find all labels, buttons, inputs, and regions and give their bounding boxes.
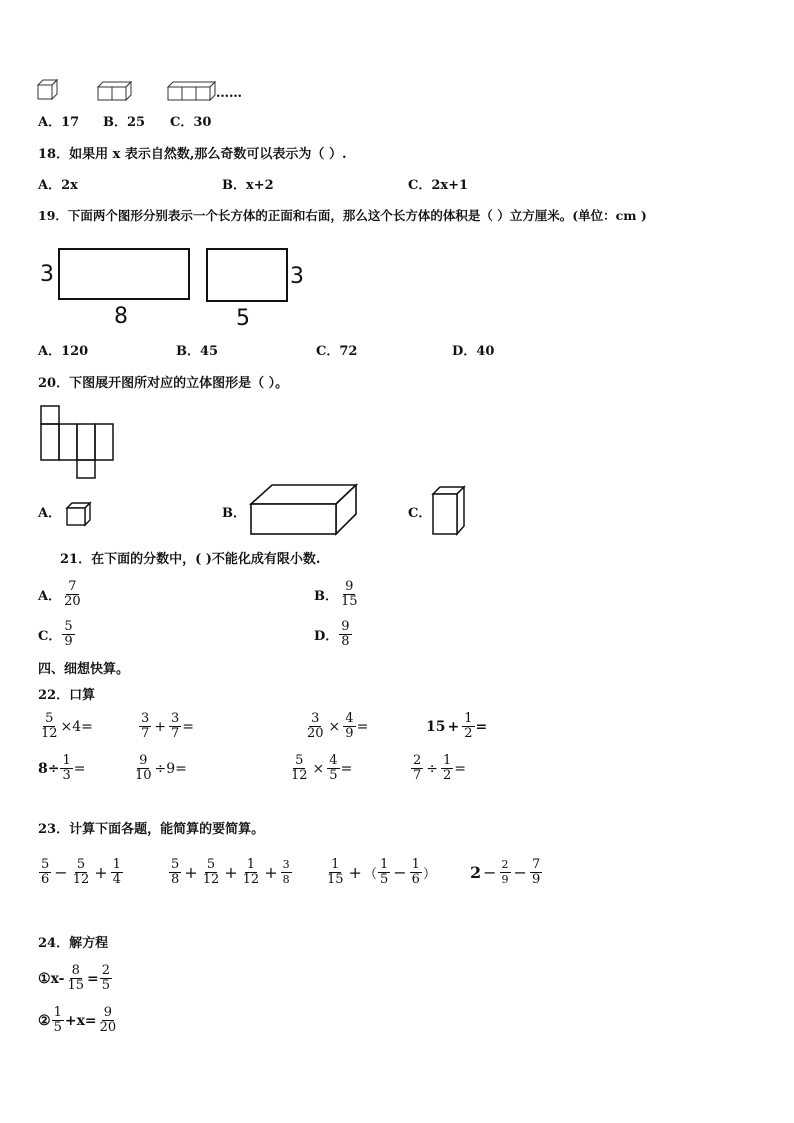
q19-front-rectangle <box>58 248 190 300</box>
numerator: 2 <box>501 858 509 871</box>
q22-stem: 22．口算 <box>38 688 96 703</box>
denominator: 12 <box>291 768 308 783</box>
denominator: 8 <box>171 872 180 887</box>
q24-equation-1 <box>38 964 113 993</box>
q21-option-a-fraction <box>62 580 83 609</box>
numerator: 9 <box>139 753 148 768</box>
numerator: 1 <box>443 753 452 768</box>
numerator: 4 <box>329 753 338 768</box>
operator: + <box>94 863 108 882</box>
q19-side-width-label: 5 <box>236 306 250 331</box>
denominator: 12 <box>242 872 260 887</box>
numerator: 3 <box>141 711 150 726</box>
q21-option-d <box>314 620 353 649</box>
q22-item-1 <box>38 712 93 741</box>
fraction <box>305 712 326 741</box>
fraction <box>98 1006 119 1035</box>
fraction <box>411 754 423 783</box>
expression-tail: ×4= <box>60 718 93 735</box>
q19-stem: 19．下面两个图形分别表示一个长方体的正面和右面，那么这个长方体的体积是（ ）立方厘米。(单位：cm ) <box>38 208 647 223</box>
numerator: 9 <box>103 1005 113 1020</box>
q22-item-7 <box>288 754 352 783</box>
q20-option-c-label: C． <box>408 506 432 521</box>
q19-option-d: D．40 <box>452 344 495 359</box>
numerator: 5 <box>64 619 73 634</box>
operator: + <box>447 718 460 735</box>
numerator: 1 <box>379 857 389 872</box>
q24-stem: 24．解方程 <box>38 936 109 951</box>
fraction <box>71 858 92 887</box>
q21-option-c-fraction <box>62 620 74 649</box>
numerator: 1 <box>411 857 420 872</box>
denominator: 6 <box>411 872 420 887</box>
numerator: 5 <box>206 857 216 872</box>
fraction <box>530 858 542 887</box>
q20-net-figure <box>40 405 120 480</box>
fraction <box>241 858 262 887</box>
q19-side-height-label: 3 <box>290 264 304 289</box>
denominator: 8 <box>341 634 350 649</box>
numerator: 2 <box>101 963 111 978</box>
numerator: 9 <box>341 619 350 634</box>
expression-tail: ÷9= <box>154 760 187 777</box>
numerator: 1 <box>53 1005 62 1020</box>
expression-tail: = <box>73 760 86 777</box>
q21-stem: 21．在下面的分数中，( )不能化成有限小数. <box>60 552 321 567</box>
section-4-title: 四、细想快算。 <box>38 662 130 677</box>
q23-expression-4 <box>470 858 543 887</box>
operator: + <box>264 863 278 882</box>
numerator: 5 <box>76 857 86 872</box>
fraction <box>201 858 222 887</box>
q21-option-a-label: A． <box>38 589 62 604</box>
numerator: 5 <box>171 857 180 872</box>
denominator: 12 <box>72 872 90 887</box>
denominator: 7 <box>171 726 180 741</box>
numerator: 7 <box>531 857 541 872</box>
numerator: 3 <box>282 858 290 871</box>
q21-option-c-label: C． <box>38 629 62 644</box>
denominator: 15 <box>67 978 85 993</box>
numerator: 1 <box>331 857 340 872</box>
q22-item-6 <box>132 754 187 783</box>
q22-item-4 <box>426 712 487 741</box>
numerator: 1 <box>246 857 256 872</box>
denominator: 6 <box>41 872 50 887</box>
denominator: 12 <box>202 872 220 887</box>
operator: + <box>154 718 167 735</box>
expression-tail: = <box>475 718 488 735</box>
denominator: 20 <box>307 726 324 741</box>
denominator: 5 <box>101 978 111 993</box>
fraction <box>281 858 292 887</box>
q21-option-d-fraction <box>339 620 351 649</box>
numerator: 2 <box>413 753 422 768</box>
fraction <box>441 754 453 783</box>
q22-item-8 <box>410 754 466 783</box>
q22-item-3 <box>304 712 368 741</box>
fraction <box>410 858 422 887</box>
denominator: 8 <box>282 873 290 886</box>
operator: − <box>513 863 527 882</box>
sequence-ellipsis: …… <box>216 86 242 101</box>
fraction <box>325 858 346 887</box>
q18-option-a: A．2x <box>38 178 78 193</box>
q21-option-b-label: B． <box>314 589 338 604</box>
q19-option-c: C．72 <box>316 344 358 359</box>
right-paren: ） <box>422 867 436 882</box>
fraction <box>500 858 511 887</box>
numerator: 4 <box>345 711 354 726</box>
fraction <box>65 964 86 993</box>
circled-number-2: ② <box>38 1012 51 1029</box>
operator: + <box>224 863 238 882</box>
denominator: 2 <box>443 768 452 783</box>
operator: × <box>312 760 325 777</box>
expression-tail: = <box>454 760 467 777</box>
fraction <box>327 754 339 783</box>
denominator: 12 <box>41 726 58 741</box>
numerator: 1 <box>112 857 121 872</box>
denominator: 5 <box>53 1020 62 1035</box>
numerator: 1 <box>62 753 71 768</box>
q18-stem: 18．如果用 x 表示自然数,那么奇数可以表示为（ ）. <box>38 147 347 162</box>
option-b: B．25 <box>103 115 146 130</box>
fraction <box>169 712 181 741</box>
denominator: 15 <box>327 872 344 887</box>
fraction <box>289 754 310 783</box>
operator: ÷ <box>426 760 439 777</box>
numerator: 8 <box>71 963 80 978</box>
q21-option-b <box>314 580 361 609</box>
expression-tail: = <box>356 718 369 735</box>
q20-option-c-prism-icon <box>432 486 466 536</box>
circled-number-1: ① <box>38 970 51 987</box>
denominator: 10 <box>135 768 152 783</box>
option-a: A．17 <box>38 115 80 130</box>
fraction <box>100 964 112 993</box>
denominator: 5 <box>379 872 389 887</box>
numerator: 9 <box>345 579 354 594</box>
numerator: 5 <box>41 857 50 872</box>
q21-option-c <box>38 620 76 649</box>
q18-option-b: B．x+2 <box>222 178 274 193</box>
expression-tail: = <box>340 760 353 777</box>
q20-option-a-label: A． <box>38 506 62 521</box>
fraction <box>39 858 51 887</box>
fraction <box>133 754 154 783</box>
q20-option-b-label: B． <box>222 506 246 521</box>
numerator: 3 <box>171 711 180 726</box>
numerator: 3 <box>311 711 320 726</box>
expression-middle: +x= <box>64 1012 97 1029</box>
denominator: 4 <box>112 872 121 887</box>
denominator: 2 <box>464 726 473 741</box>
denominator: 9 <box>531 872 541 887</box>
cube-sequence-figure <box>38 80 238 104</box>
q23-stem: 23．计算下面各题，能简算的要简算。 <box>38 822 265 837</box>
expression-lead: 2 <box>470 863 482 882</box>
expression-lead: x- <box>50 970 65 987</box>
denominator: 20 <box>99 1020 117 1035</box>
q19-side-rectangle <box>206 248 288 302</box>
q24-equation-2 <box>38 1006 119 1035</box>
denominator: 7 <box>413 768 422 783</box>
fraction <box>60 754 72 783</box>
q20-stem: 20．下图展开图所对应的立体图形是（ ）。 <box>38 376 289 391</box>
fraction <box>139 712 151 741</box>
expression-lead: 8÷ <box>38 760 60 777</box>
q20-option-a-cube-icon <box>66 502 92 526</box>
denominator: 9 <box>501 873 509 886</box>
q19-front-height-label: 3 <box>40 262 54 287</box>
left-paren: （ <box>363 867 377 882</box>
denominator: 20 <box>64 594 81 609</box>
denominator: 9 <box>345 726 354 741</box>
fraction <box>111 858 123 887</box>
q19-option-a: A．120 <box>38 344 89 359</box>
q22-item-5 <box>38 754 86 783</box>
operator: − <box>54 863 68 882</box>
numerator: 5 <box>45 711 54 726</box>
numerator: 7 <box>68 579 77 594</box>
denominator: 9 <box>64 634 73 649</box>
q19-option-b: B．45 <box>176 344 219 359</box>
operator: − <box>393 863 407 882</box>
fraction <box>343 712 355 741</box>
expression-lead: 15 <box>426 718 446 735</box>
option-c: C．30 <box>170 115 212 130</box>
fraction <box>39 712 60 741</box>
denominator: 15 <box>341 594 358 609</box>
q19-front-width-label: 8 <box>114 304 128 329</box>
q23-expression-2 <box>168 858 293 887</box>
denominator: 5 <box>329 768 338 783</box>
operator: + <box>184 863 198 882</box>
operator: − <box>483 863 497 882</box>
numerator: 5 <box>295 753 304 768</box>
fraction <box>169 858 181 887</box>
q18-option-c: C．2x+1 <box>408 178 469 193</box>
q23-expression-3 <box>324 858 436 887</box>
fraction <box>52 1006 64 1035</box>
fraction <box>378 858 390 887</box>
q21-option-a <box>38 580 84 609</box>
q21-option-d-label: D． <box>314 629 339 644</box>
q22-item-2 <box>138 712 194 741</box>
denominator: 7 <box>141 726 150 741</box>
equals-sign: = <box>87 970 99 987</box>
numerator: 1 <box>464 711 473 726</box>
operator: × <box>328 718 341 735</box>
q20-option-b-box-icon <box>250 484 358 536</box>
fraction <box>462 712 474 741</box>
operator: + <box>348 863 362 882</box>
q21-option-b-fraction <box>339 580 360 609</box>
denominator: 3 <box>62 768 71 783</box>
q23-expression-1 <box>38 858 124 887</box>
expression-tail: = <box>182 718 195 735</box>
